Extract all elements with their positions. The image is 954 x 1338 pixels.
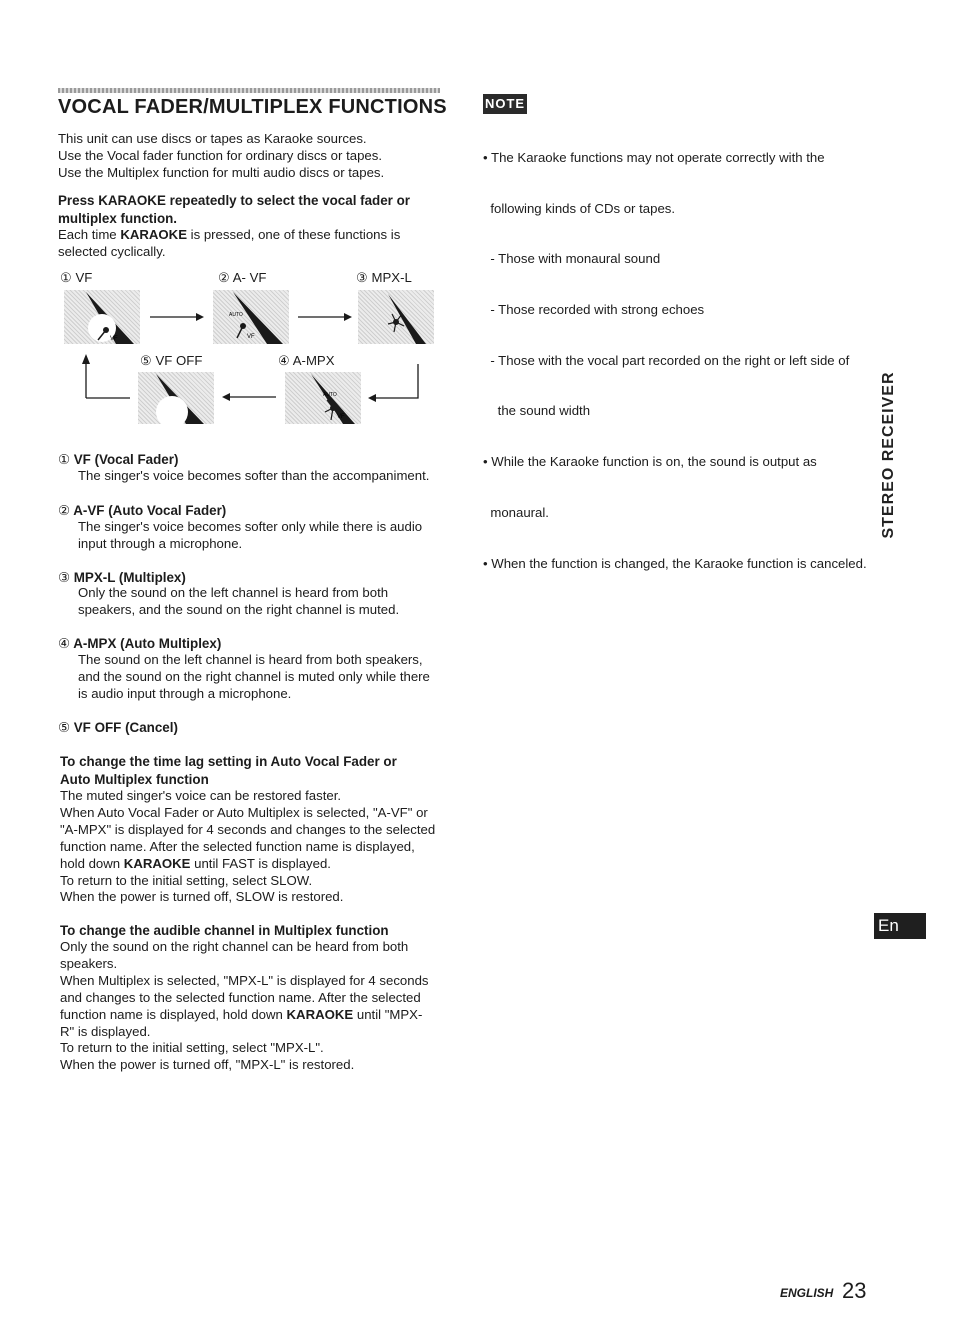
function-heading-ampx bbox=[58, 635, 221, 653]
function-desc: The singer's voice becomes softer than the accompaniment. bbox=[78, 468, 430, 483]
function-desc-line: is audio input through a microphone. bbox=[78, 685, 292, 701]
function-heading-vf bbox=[58, 451, 178, 469]
function-desc-line: input through a microphone. bbox=[78, 535, 243, 551]
note-line: • While the Karaoke function is on, the sound is output as bbox=[483, 454, 817, 470]
function-heading-avf bbox=[58, 502, 226, 520]
function-heading-mpxl bbox=[58, 569, 186, 587]
language-tab: En bbox=[874, 913, 926, 939]
time-lag-heading-line: Auto Multiplex function bbox=[60, 771, 209, 787]
arrow-right-icon bbox=[150, 312, 204, 322]
function-desc-line: speakers, and the sound on the right channel is muted. bbox=[78, 601, 400, 617]
return-arrow-icon bbox=[76, 354, 132, 404]
audible-line: Only the sound on the right channel can be heard from both bbox=[60, 939, 409, 954]
note-line: - Those recorded with strong echoes bbox=[483, 301, 705, 317]
audible-line bbox=[60, 1007, 429, 1024]
ampx-auto-text: AUTO bbox=[323, 392, 337, 398]
function-desc-line: Only the sound on the left channel is heard from both bbox=[78, 585, 389, 600]
arrow-left-icon bbox=[222, 392, 276, 402]
time-lag-line: When the power is turned off, SLOW is restored. bbox=[60, 889, 344, 905]
diagram-label-ampx: ④ A-MPX bbox=[278, 353, 335, 368]
audible-line: When the power is turned off, "MPX-L" is restored. bbox=[60, 1057, 355, 1073]
diagram-label-mpxl: ③ MPX-L bbox=[356, 270, 412, 285]
note-list bbox=[483, 116, 867, 589]
vf-needle-icon bbox=[64, 290, 140, 344]
ampx-display-icon bbox=[285, 372, 361, 424]
vf-display-icon bbox=[64, 290, 140, 344]
function-desc bbox=[78, 585, 399, 619]
avf-needle-icon bbox=[213, 290, 289, 344]
note-line: monaural. bbox=[483, 504, 549, 520]
press-body bbox=[58, 227, 400, 261]
function-number: ② bbox=[58, 503, 71, 518]
note-line: the sound width bbox=[483, 403, 591, 419]
time-lag-text: until FAST is displayed. bbox=[190, 855, 331, 871]
function-number: ④ bbox=[58, 636, 71, 651]
press-heading-line: Press KARAOKE repeatedly to select the vocal fader or bbox=[58, 193, 411, 208]
note-line: - Those with monaural sound bbox=[483, 251, 661, 267]
arrow-right-icon bbox=[298, 312, 352, 322]
audible-line: R" is displayed. bbox=[60, 1023, 151, 1039]
karaoke-keyword: KARAOKE bbox=[123, 855, 191, 871]
time-lag-heading-line: To change the time lag setting in Auto Vocal Fader or bbox=[60, 754, 397, 769]
time-lag-line: "A-MPX" is displayed for 4 seconds and changes to the selected bbox=[60, 821, 436, 837]
section-side-tab bbox=[876, 370, 902, 540]
function-name: A-MPX (Auto Multiplex) bbox=[73, 636, 222, 651]
function-desc bbox=[78, 652, 430, 703]
function-name: A-VF (Auto Vocal Fader) bbox=[73, 503, 227, 518]
ampx-needle-icon bbox=[285, 372, 361, 424]
time-lag-line: When Auto Vocal Fader or Auto Multiplex is selected, "A-VF" or bbox=[60, 804, 428, 820]
page-number: 23 bbox=[842, 1278, 867, 1303]
function-name: MPX-L (Multiplex) bbox=[73, 570, 186, 585]
audible-line: and changes to the selected function name. After the selected bbox=[60, 989, 421, 1005]
karaoke-keyword: KARAOKE bbox=[120, 227, 187, 242]
intro-line: Use the Vocal fader function for ordinary discs or tapes. bbox=[58, 147, 382, 163]
audible-text: until "MPX- bbox=[353, 1006, 423, 1022]
note-line: • When the function is changed, the Karaoke function is canceled. bbox=[483, 555, 867, 571]
footer-language: ENGLISH bbox=[780, 1286, 834, 1300]
side-tab-label: STEREO RECEIVER bbox=[880, 371, 897, 539]
note-badge: NOTE bbox=[483, 94, 527, 114]
ampx-vf-text: VF bbox=[337, 414, 345, 420]
vfoff-needle-icon bbox=[138, 372, 214, 424]
diagram-label-avf: ② A- VF bbox=[218, 270, 267, 285]
diagram-label-vfoff: ⑤ VF OFF bbox=[140, 353, 203, 368]
avf-vf-text: VF bbox=[247, 334, 255, 340]
press-body-text: Each time bbox=[58, 227, 121, 242]
audible-text: function name is displayed, hold down bbox=[60, 1006, 287, 1022]
mpxl-display-icon bbox=[358, 290, 434, 344]
function-number: ③ bbox=[58, 570, 71, 585]
audible-line: speakers. bbox=[60, 955, 118, 971]
function-number: ① bbox=[58, 452, 71, 467]
page-title: VOCAL FADER/MULTIPLEX FUNCTIONS bbox=[58, 96, 447, 118]
function-desc bbox=[78, 519, 422, 553]
function-cycle-diagram bbox=[58, 268, 448, 438]
vf-icon-text: VF bbox=[110, 336, 118, 342]
mpxl-needle-icon bbox=[358, 290, 434, 344]
intro-text bbox=[58, 131, 384, 182]
press-heading bbox=[58, 192, 410, 227]
time-lag-line: The muted singer's voice can be restored faster. bbox=[60, 788, 342, 803]
intro-line: Use the Multiplex function for multi audio discs or tapes. bbox=[58, 164, 385, 180]
function-name: VF (Vocal Fader) bbox=[73, 452, 179, 467]
vfoff-display-icon bbox=[138, 372, 214, 424]
press-body-line: selected cyclically. bbox=[58, 243, 166, 259]
audible-line: When Multiplex is selected, "MPX-L" is displayed for 4 seconds bbox=[60, 972, 429, 988]
title-rule bbox=[58, 88, 440, 93]
function-desc-line: and the sound on the right channel is muted only while there bbox=[78, 668, 430, 684]
audible-line: To return to the initial setting, select "MPX-L". bbox=[60, 1040, 324, 1056]
time-lag-line bbox=[60, 856, 435, 873]
avf-auto-text: AUTO bbox=[229, 312, 243, 318]
function-heading-vfoff bbox=[58, 719, 178, 737]
note-line: following kinds of CDs or tapes. bbox=[483, 200, 676, 216]
note-line: - Those with the vocal part recorded on the right or left side of bbox=[483, 352, 850, 368]
karaoke-keyword: KARAOKE bbox=[286, 1006, 354, 1022]
time-lag-text: hold down bbox=[60, 855, 124, 871]
function-number: ⑤ bbox=[58, 720, 71, 735]
press-heading-line: multiplex function. bbox=[58, 210, 178, 226]
audible-body bbox=[60, 939, 429, 1074]
return-hook-icon bbox=[364, 364, 420, 404]
press-body-text: is pressed, one of these functions is bbox=[186, 227, 401, 242]
audible-heading: To change the audible channel in Multiplex function bbox=[60, 923, 389, 938]
note-line: • The Karaoke functions may not operate correctly with the bbox=[483, 149, 825, 165]
time-lag-body bbox=[60, 788, 435, 906]
function-name: VF OFF (Cancel) bbox=[73, 720, 178, 735]
time-lag-heading bbox=[60, 753, 397, 788]
press-body-line bbox=[58, 227, 400, 244]
diagram-label-vf: ① VF bbox=[60, 270, 93, 285]
avf-display-icon bbox=[213, 290, 289, 344]
function-desc-line: The sound on the left channel is heard from both speakers, bbox=[78, 652, 423, 667]
intro-line: This unit can use discs or tapes as Karaoke sources. bbox=[58, 131, 367, 146]
function-desc-line: The singer's voice becomes softer only while there is audio bbox=[78, 519, 423, 534]
time-lag-line: To return to the initial setting, select SLOW. bbox=[60, 872, 313, 888]
time-lag-line: function name. After the selected function name is displayed, bbox=[60, 838, 415, 854]
